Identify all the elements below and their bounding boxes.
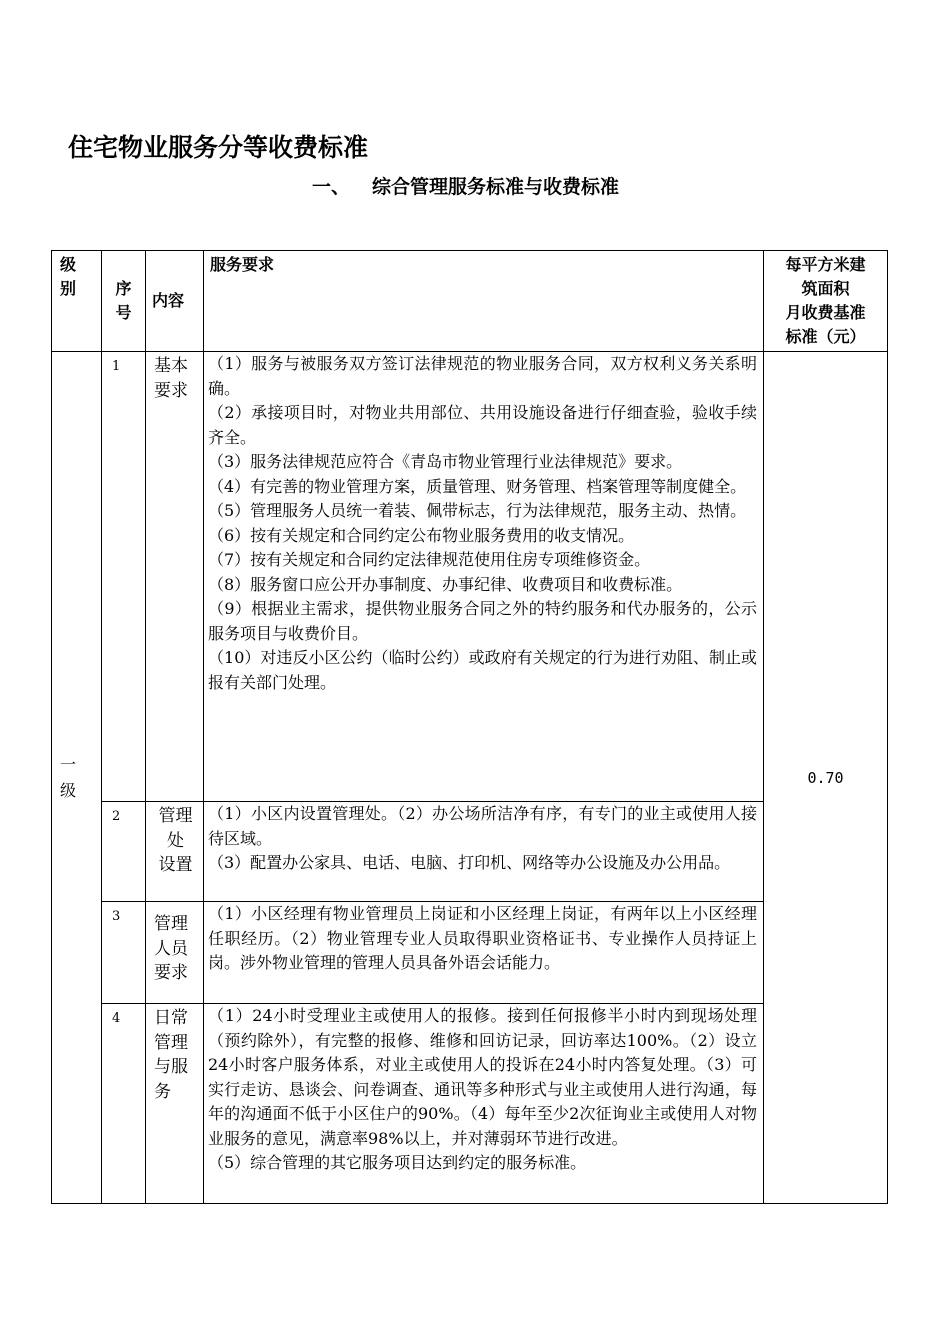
- section-number: 一、: [312, 176, 351, 198]
- row-number: 1: [102, 352, 146, 802]
- requirement-item: （3）配置办公家具、电话、电脑、打印机、网络等办公设施及办公用品。: [208, 853, 731, 872]
- header-row: [52, 251, 888, 352]
- requirement-item: （9）根据业主需求，提供物业服务合同之外的特约服务和代办服务的，公示服务项目与收费价目。: [208, 599, 757, 643]
- row-requirements: [204, 1004, 764, 1204]
- requirement-item: （8）服务窗口应公开办事制度、办事纪律、收费项目和收费标准。: [208, 574, 683, 594]
- fee-value: 0.70: [764, 352, 888, 1204]
- header-level: 级 别: [52, 251, 102, 352]
- requirement-item: （5）综合管理的其它服务项目达到约定的服务标准。: [208, 1153, 587, 1172]
- fee-standard-table: [51, 250, 888, 1204]
- table-row: [52, 1004, 888, 1204]
- section-title: 综合管理服务标准与收费标准: [372, 176, 620, 198]
- row-category: 管理 处 设置: [146, 802, 204, 902]
- table-row: [52, 352, 888, 802]
- header-fee: 每平方米建 筑面积 月收费基准 标准（元）: [764, 251, 888, 352]
- requirement-item: （3）服务法律规范应符合《青岛市物业管理行业法律规范》要求。: [208, 452, 683, 471]
- header-requirements: 服务要求: [204, 251, 764, 352]
- requirement-item: （4）有完善的物业管理方案，质量管理、财务管理、档案管理等制度健全。: [208, 476, 747, 496]
- requirement-item: （6）按有关规定和合同约定公布物业服务费用的收支情况。: [208, 525, 635, 545]
- table-row: [52, 902, 888, 1004]
- requirement-item: （1）小区经理有物业管理员上岗证和小区经理上岗证，有两年以上小区经理任职经历。（2）物业管理专业人员取得职业资格证书、专业操作人员持证上岗。涉外物业管理的管理人员具备外语会话能力。: [208, 904, 757, 972]
- row-number: 4: [102, 1004, 146, 1204]
- row-category: 日常 管理 与服 务: [146, 1004, 204, 1204]
- requirement-item: （10）对违反小区公约（临时公约）或政府有关规定的行为进行劝阻、制止或报有关部门处理。: [208, 648, 757, 692]
- level-cell: 一 级: [52, 352, 102, 1204]
- header-content: 内容: [146, 251, 204, 352]
- row-requirements: [204, 352, 764, 802]
- row-category: 管理 人员 要求: [146, 902, 204, 1004]
- row-requirements: [204, 902, 764, 1004]
- row-category: 基本 要求: [146, 352, 204, 802]
- requirement-item: （2）承接项目时，对物业共用部位、共用设施设备进行仔细查验，验收手续齐全。: [208, 403, 757, 447]
- requirement-item: （1）24小时受理业主或使用人的报修。接到任何报修半小时内到现场处理（预约除外），有完整的报修、维修和回访记录，回访率达100%。（2）设立24小时客户服务体系，对业主或使用人的投诉在24小时内答复处理。（3）可实行走访、恳谈会、问卷调查、通讯等多种形式与业主或使用人进行沟通，每年的沟通面不低于小区住户的90%。（4）每年至少2次征询业主或使用人对物业服务的意见，满意率98%以上，并对薄弱环节进行改进。: [208, 1006, 757, 1148]
- row-requirements: [204, 802, 764, 902]
- requirement-item: （7）按有关规定和合同约定法律规范使用住房专项维修资金。: [208, 550, 651, 569]
- row-number: 3: [102, 902, 146, 1004]
- row-number: 2: [102, 802, 146, 902]
- requirement-item: （5）管理服务人员统一着装、佩带标志，行为法律规范，服务主动、热情。: [208, 501, 747, 520]
- requirement-item: （1）小区内设置管理处。（2）办公场所洁净有序，有专门的业主或使用人接待区域。: [208, 804, 757, 848]
- header-number: 序 号: [102, 251, 146, 352]
- section-heading: [312, 174, 619, 200]
- table-row: [52, 802, 888, 902]
- requirement-item: （1）服务与被服务双方签订法律规范的物业服务合同，双方权利义务关系明确。: [208, 354, 757, 398]
- page-title: 住宅物业服务分等收费标准: [68, 133, 369, 162]
